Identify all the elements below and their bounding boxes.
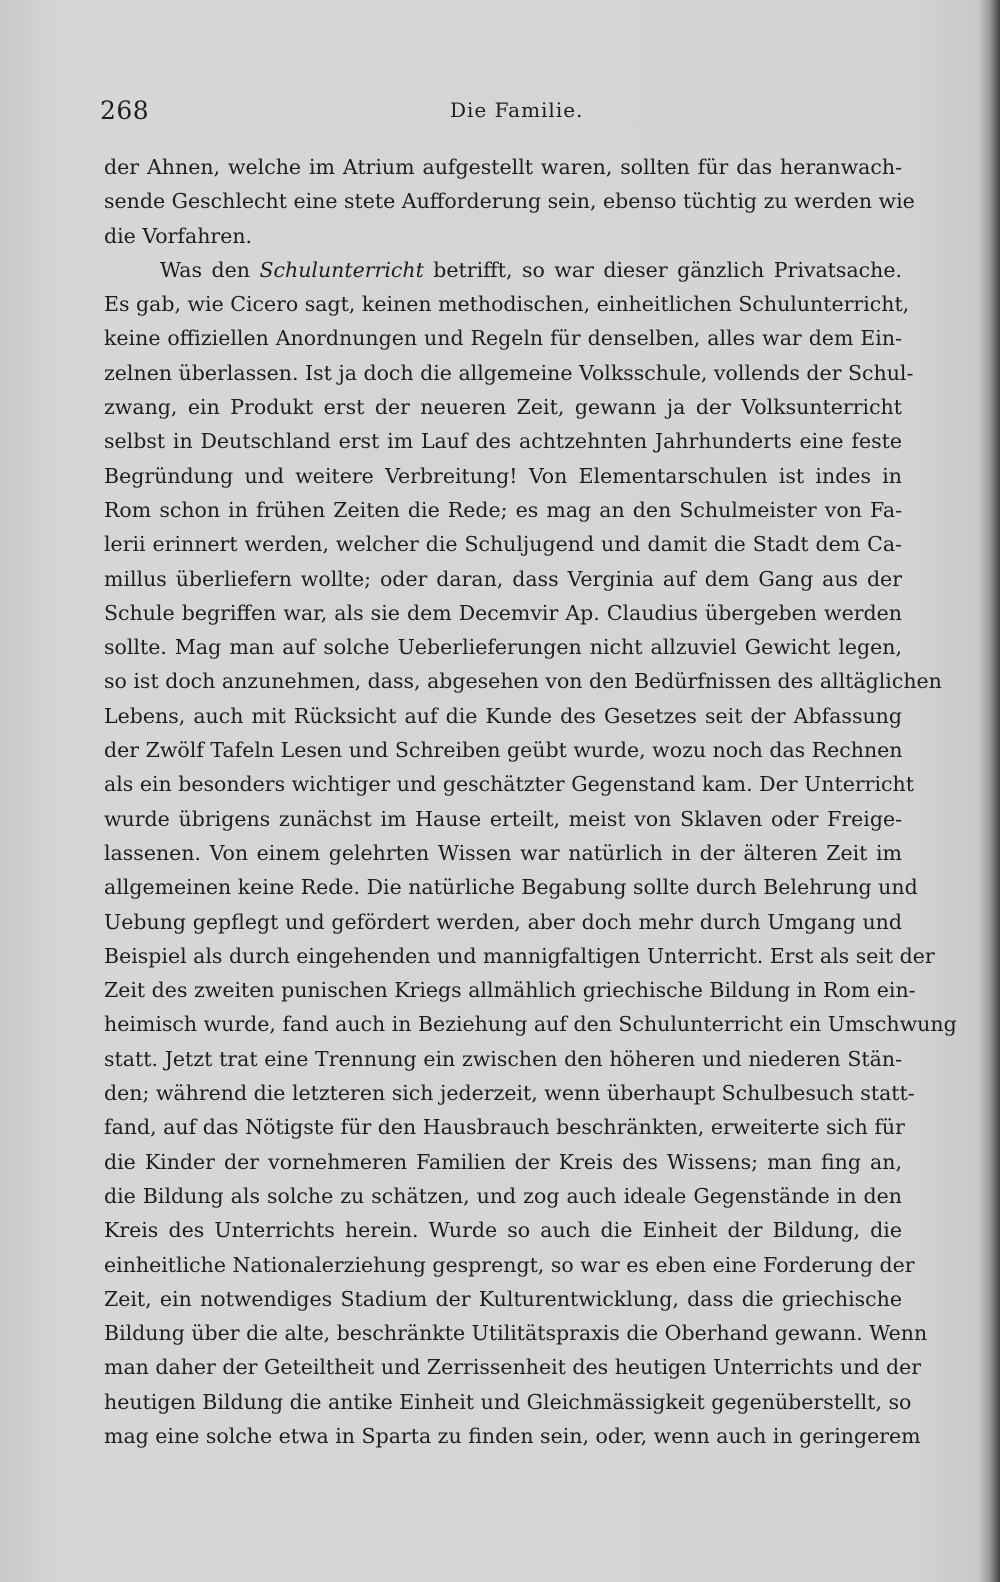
text-line: Rom schon in frühen Zeiten die Rede; es mag an den Schulmeister von Fa- <box>104 497 902 522</box>
body-text <box>104 150 957 1453</box>
text-line: so ist doch anzunehmen, dass, abgesehen von den Bedürfnissen des alltäglichen <box>104 669 942 694</box>
text-line: wurde übrigens zunächst im Hause erteilt, meist von Sklaven oder Freige- <box>104 806 902 831</box>
text-line: allgemeinen keine Rede. Die natürliche Begabung sollte durch Belehrung und <box>104 875 918 900</box>
text-line: Uebung gepflegt und gefördert werden, aber doch mehr durch Umgang und <box>104 909 902 934</box>
text-line: mag eine solche etwa in Sparta zu finden sein, oder, wenn auch in geringerem <box>104 1423 921 1448</box>
text-line: Zeit des zweiten punischen Kriegs allmählich griechische Bildung in Rom ein- <box>104 978 916 1003</box>
text-line: heimisch wurde, fand auch in Beziehung auf den Schulunterricht ein Umschwung <box>104 1012 957 1037</box>
text-line: Lebens, auch mit Rücksicht auf die Kunde des Gesetzes seit der Abfassung <box>104 703 902 728</box>
text-line: heutigen Bildung die antike Einheit und Gleichmässigkeit gegenüberstellt, so <box>104 1389 912 1414</box>
page-number: 268 <box>100 96 150 125</box>
text-line: einheitliche Nationalerziehung gesprengt, so war es eben eine Forderung der <box>104 1252 915 1277</box>
text-line: keine offiziellen Anordnungen und Regeln für denselben, alles war dem Ein- <box>104 326 902 351</box>
text-line: Zeit, ein notwendiges Stadium der Kulturentwicklung, dass die griechische <box>104 1286 902 1311</box>
text-line: zwang, ein Produkt erst der neueren Zeit, gewann ja der Volksunterricht <box>104 395 902 420</box>
text-line: sollte. Mag man auf solche Ueberlieferungen nicht allzuviel Gewicht legen, <box>104 635 902 660</box>
text-segment: Was den <box>160 257 260 282</box>
text-line: selbst in Deutschland erst im Lauf des achtzehnten Jahrhunderts eine feste <box>104 429 902 454</box>
text-line: den; während die letzteren sich jederzeit, wenn überhaupt Schulbesuch statt- <box>104 1081 915 1106</box>
emphasis-term: Schulunterricht <box>259 257 424 282</box>
text-line: Beispiel als durch eingehenden und mannigfaltigen Unterricht. Erst als seit der <box>104 943 935 968</box>
text-line: sende Geschlecht eine stete Aufforderung sein, ebenso tüchtig zu werden wie <box>104 189 915 214</box>
running-head: Die Familie. <box>450 98 584 122</box>
text-line-with-emphasis <box>104 253 902 287</box>
text-line: Bildung über die alte, beschränkte Utilitätspraxis die Oberhand gewann. Wenn <box>104 1321 928 1346</box>
text-line: die Kinder der vornehmeren Familien der Kreis des Wissens; man fing an, <box>104 1149 902 1174</box>
text-line: fand, auf das Nötigste für den Hausbrauch beschränkten, erweiterte sich für <box>104 1115 905 1140</box>
page-header <box>100 92 900 132</box>
text-line: lerii erinnert werden, welcher die Schuljugend und damit die Stadt dem Ca- <box>104 532 902 557</box>
text-segment: betrifft, so war dieser gänzlich Privatsache. <box>423 257 902 282</box>
text-line: Kreis des Unterrichts herein. Wurde so auch die Einheit der Bildung, die <box>104 1218 902 1243</box>
text-line: die Vorfahren. <box>104 223 253 248</box>
text-line: zelnen überlassen. Ist ja doch die allgemeine Volksschule, vollends der Schul- <box>104 360 914 385</box>
text-line: Begründung und weitere Verbreitung! Von Elementarschulen ist indes in <box>104 463 902 488</box>
page-edge-shadow <box>978 0 1000 1582</box>
text-line: als ein besonders wichtiger und geschätzter Gegenstand kam. Der Unterricht <box>104 772 914 797</box>
text-line: statt. Jetzt trat eine Trennung ein zwischen den höheren und niederen Stän- <box>104 1046 902 1071</box>
text-line: Es gab, wie Cicero sagt, keinen methodischen, einheitlichen Schulunterricht, <box>104 292 910 317</box>
text-line: man daher der Geteiltheit und Zerrissenheit des heutigen Unterrichts und der <box>104 1355 922 1380</box>
text-line: lassenen. Von einem gelehrten Wissen war natürlich in der älteren Zeit im <box>104 840 902 865</box>
text-line: der Zwölf Tafeln Lesen und Schreiben geübt wurde, wozu noch das Rechnen <box>104 738 903 763</box>
text-line: millus überliefern wollte; oder daran, dass Verginia auf dem Gang aus der <box>104 566 902 591</box>
text-line: die Bildung als solche zu schätzen, und zog auch ideale Gegenstände in den <box>104 1183 902 1208</box>
text-line: der Ahnen, welche im Atrium aufgestellt waren, sollten für das heranwach- <box>104 155 902 179</box>
text-line: Schule begriffen war, als sie dem Decemvir Ap. Claudius übergeben werden <box>104 600 902 625</box>
